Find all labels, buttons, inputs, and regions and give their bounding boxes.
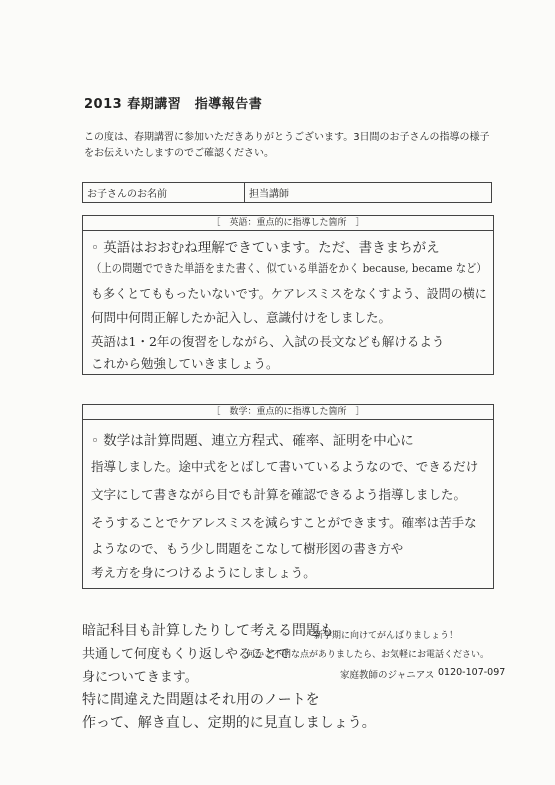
math-line: 文字にして書きながら目でも計算を確認できるよう指導しました。 [91, 487, 467, 502]
bottom-note-line: 特に間違えた問題はそれ用のノートを [82, 692, 320, 708]
child-name-label: お子さんのお名前 [83, 183, 245, 202]
math-heading: ［ 数学：重点的に指導した箇所 ］ [83, 405, 493, 420]
footer-encouragement: 新学期に向けてがんばりましょう！ [314, 631, 459, 641]
english-heading: ［ 英語：重点的に指導した箇所 ］ [83, 216, 493, 231]
english-line: 英語は1・2年の復習をしながら、入試の長文なども解けるよう [91, 334, 445, 349]
english-section [82, 215, 494, 375]
bottom-note-line: 暗記科目も計算したりして考える問題も [82, 623, 334, 639]
math-line: 考え方を身につけるようにしましょう。 [91, 565, 316, 580]
footer-phone: 0120-107-097 [438, 667, 506, 678]
bottom-note-line: 共通して何度もくり返しやることで [82, 647, 291, 662]
bottom-note-line: 身についてきます。 [82, 670, 198, 685]
math-line: ◦ 数学は計算問題、連立方程式、確率、証明を中心に [91, 433, 414, 449]
footer-contact-note: 何かご不明な点がありましたら、お気軽にお電話ください。 [246, 650, 490, 660]
math-line: そうすることでケアレスミスを減らすことができます。確率は苦手な [91, 515, 477, 530]
english-line: ◦ 英語はおおむね理解できています。ただ、書きまちがえ [91, 240, 440, 256]
english-line: これから勉強していきましょう。 [91, 356, 279, 371]
math-line: ようなので、もう少し問題をこなして樹形図の書き方や [91, 541, 404, 556]
intro-line: をお伝えいたしますのでご確認ください。 [84, 148, 274, 159]
english-line: 何問中何問正解したか記入し、意識付けをしました。 [91, 310, 392, 325]
footer-company: 家庭教師のジャニアス [340, 670, 435, 681]
name-field-row [82, 182, 492, 203]
math-section [82, 404, 494, 589]
intro-line: この度は、春期講習に参加いただきありがとうございます。3日間のお子さんの指導の様子 [84, 132, 490, 143]
page-title: 2013 春期講習 指導報告書 [84, 97, 263, 112]
english-line: も多くとてももったいないです。ケアレスミスをなくすよう、設問の横に [91, 286, 487, 301]
math-line: 指導しました。途中式をとばして書いているようなので、できるだけ [91, 459, 479, 474]
teacher-label: 担当講師 [249, 189, 289, 200]
english-line: （上の問題でできた単語をまた書く、似ている単語をかく because, became など） [91, 261, 487, 275]
bottom-note-line: 作って、解き直し、定期的に見直しましょう。 [82, 715, 376, 731]
intro-text [84, 130, 504, 162]
